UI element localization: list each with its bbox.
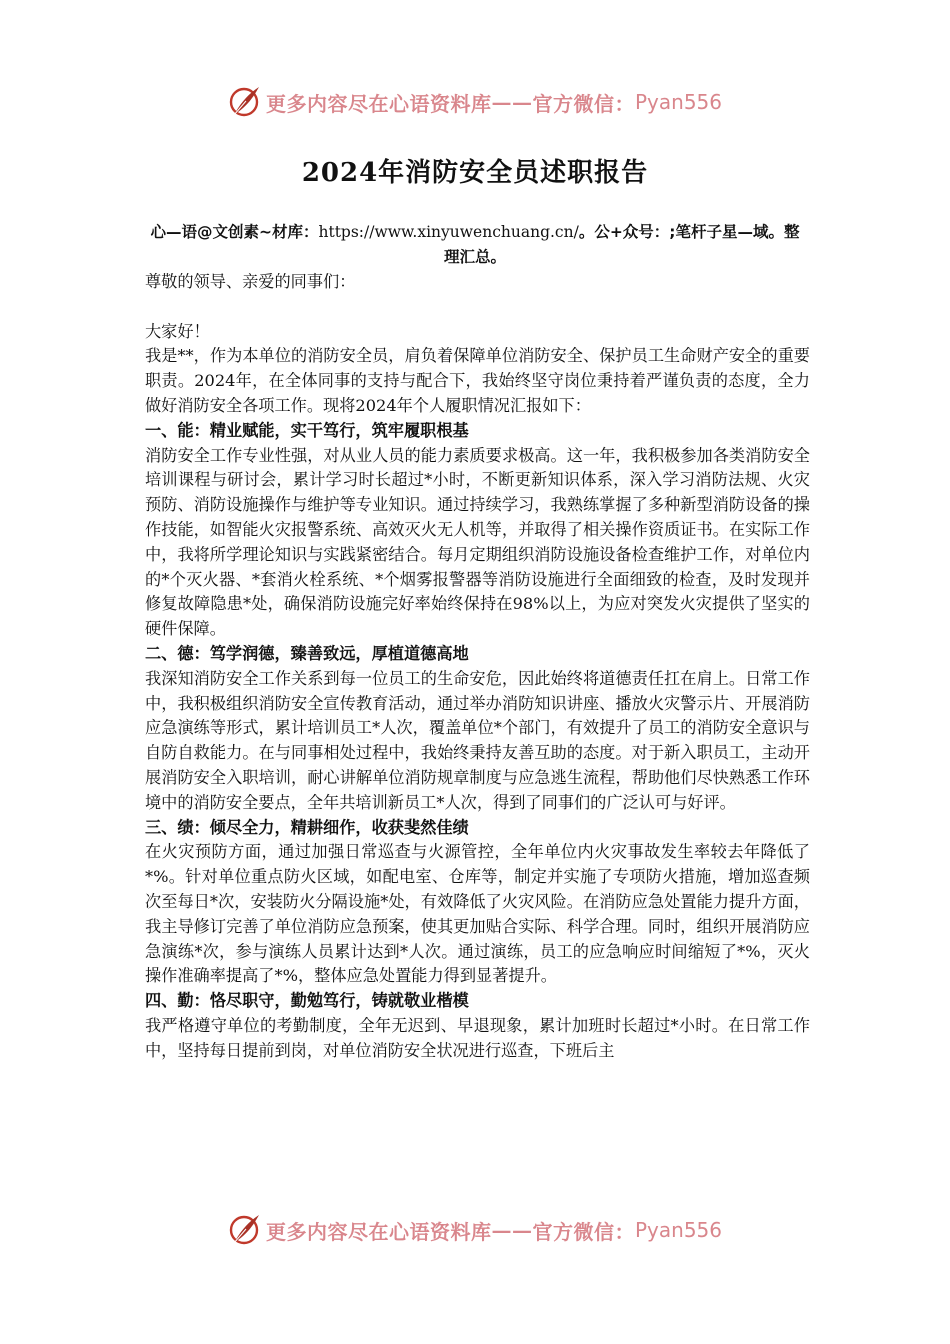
section-text-ability: 消防安全工作专业性强，对从业人员的能力素质要求极高。这一年，我积极参加各类消防安全培训课程与研讨会，累计学习时长超过*小时，不断更新知识体系，深入学习消防法规、火灾预防、消防设施操作与维护等专业知识。通过持续学习，我熟练掌握了多种新型消防设备的操作技能，如智能火灾报警系统、高效灭火无人机等，并取得了相关操作资质证书。在实际工作中，我将所学理论知识与实践紧密结合。每月定期组织消防设施设备检查维护工作，对单位内的*个灭火器、*套消火栓系统、*个烟雾报警器等消防设施进行全面细致的检查，及时发现并修复故障隐患*处，确保消防设施完好率始终保持在98%以上，为应对突发火灾提供了坚实的硬件保障。 [145,445,810,639]
section-heading-performance: 三、绩：倾尽全力，精耕细作，收获斐然佳绩 [145,817,469,837]
source-suffix: 。公+众号：;笔杆子星—域。整理汇总。 [443,223,800,266]
watermark-dash: —— [491,1218,533,1242]
greeting: 大家好！ [145,321,210,341]
section-heading-diligence: 四、勤：恪尽职守，勤勉笃行，铸就敬业楷模 [145,991,469,1011]
quill-logo-icon [226,84,262,120]
source-line [145,220,805,270]
watermark-wechat-id: Pyan556 [635,90,723,114]
section-heading-morality: 二、德：笃学润德，臻善致远，厚植道德高地 [145,643,469,663]
intro-paragraph: 我是**，作为本单位的消防安全员，肩负着保障单位消防安全、保护员工生命财产安全的重要职责。2024年，在全体同事的支持与配合下，我始终坚守岗位秉持着严谨负责的态度，全力做好消防安全各项工作。现将2024年个人履职情况汇报如下： [145,346,810,415]
quill-logo-icon [226,1212,262,1248]
watermark-banner-bottom [0,1210,950,1250]
watermark-text: 更多内容尽在心语资料库 [266,1219,492,1244]
document-body [145,270,810,1064]
document-title: 2024年消防安全员述职报告 [301,158,649,188]
section-text-performance: 在火灾预防方面，通过加强日常巡查与火源管控，全年单位内火灾事故发生率较去年降低了*%。针对单位重点防火区域，如配电室、仓库等，制定并实施了专项防火措施，增加巡查频次至每日*次，安装防火分隔设施*处，有效降低了火灾风险。在消防应急处置能力提升方面，我主导修订完善了单位消防应急预案，使其更加贴合实际、科学合理。同时，组织开展消防应急演练*次，参与演练人员累计达到*人次。通过演练，员工的应急响应时间缩短了*%，灭火操作准确率提高了*%，整体应急处置能力得到显著提升。 [145,842,810,986]
source-url[interactable]: https://www.xinyuwenchuang.cn/ [318,223,579,241]
section-text-diligence: 我严格遵守单位的考勤制度，全年无迟到、早退现象，累计加班时长超过*小时。在日常工作中，坚持每日提前到岗，对单位消防安全状况进行巡查，下班后主 [145,1015,810,1060]
salutation: 尊敬的领导、亲爱的同事们： [145,272,356,291]
blank-line [145,295,810,320]
watermark-wechat-id: Pyan556 [635,1218,723,1242]
watermark-banner-top [0,82,950,122]
watermark-label: 官方微信： [532,1219,635,1244]
watermark-dash: —— [491,90,533,114]
watermark-text: 更多内容尽在心语资料库 [266,91,492,116]
section-heading-ability: 一、能：精业赋能，实干笃行，筑牢履职根基 [145,420,469,440]
watermark-label: 官方微信： [532,91,635,116]
section-text-morality: 我深知消防安全工作关系到每一位员工的生命安危，因此始终将道德责任扛在肩上。日常工作中，我积极组织消防安全宣传教育活动，通过举办消防知识讲座、播放火灾警示片、开展消防应急演练等形式，累计培训员工*人次，覆盖单位*个部门，有效提升了员工的消防安全意识与自防自救能力。在与同事相处过程中，我始终秉持友善互助的态度。对于新入职员工，主动开展消防安全入职培训，耐心讲解单位消防规章制度与应急逃生流程，帮助他们尽快熟悉工作环境中的消防安全要点，全年共培训新员工*人次，得到了同事们的广泛认可与好评。 [145,668,810,812]
source-prefix: 心—语@文创素~材库： [150,223,319,241]
